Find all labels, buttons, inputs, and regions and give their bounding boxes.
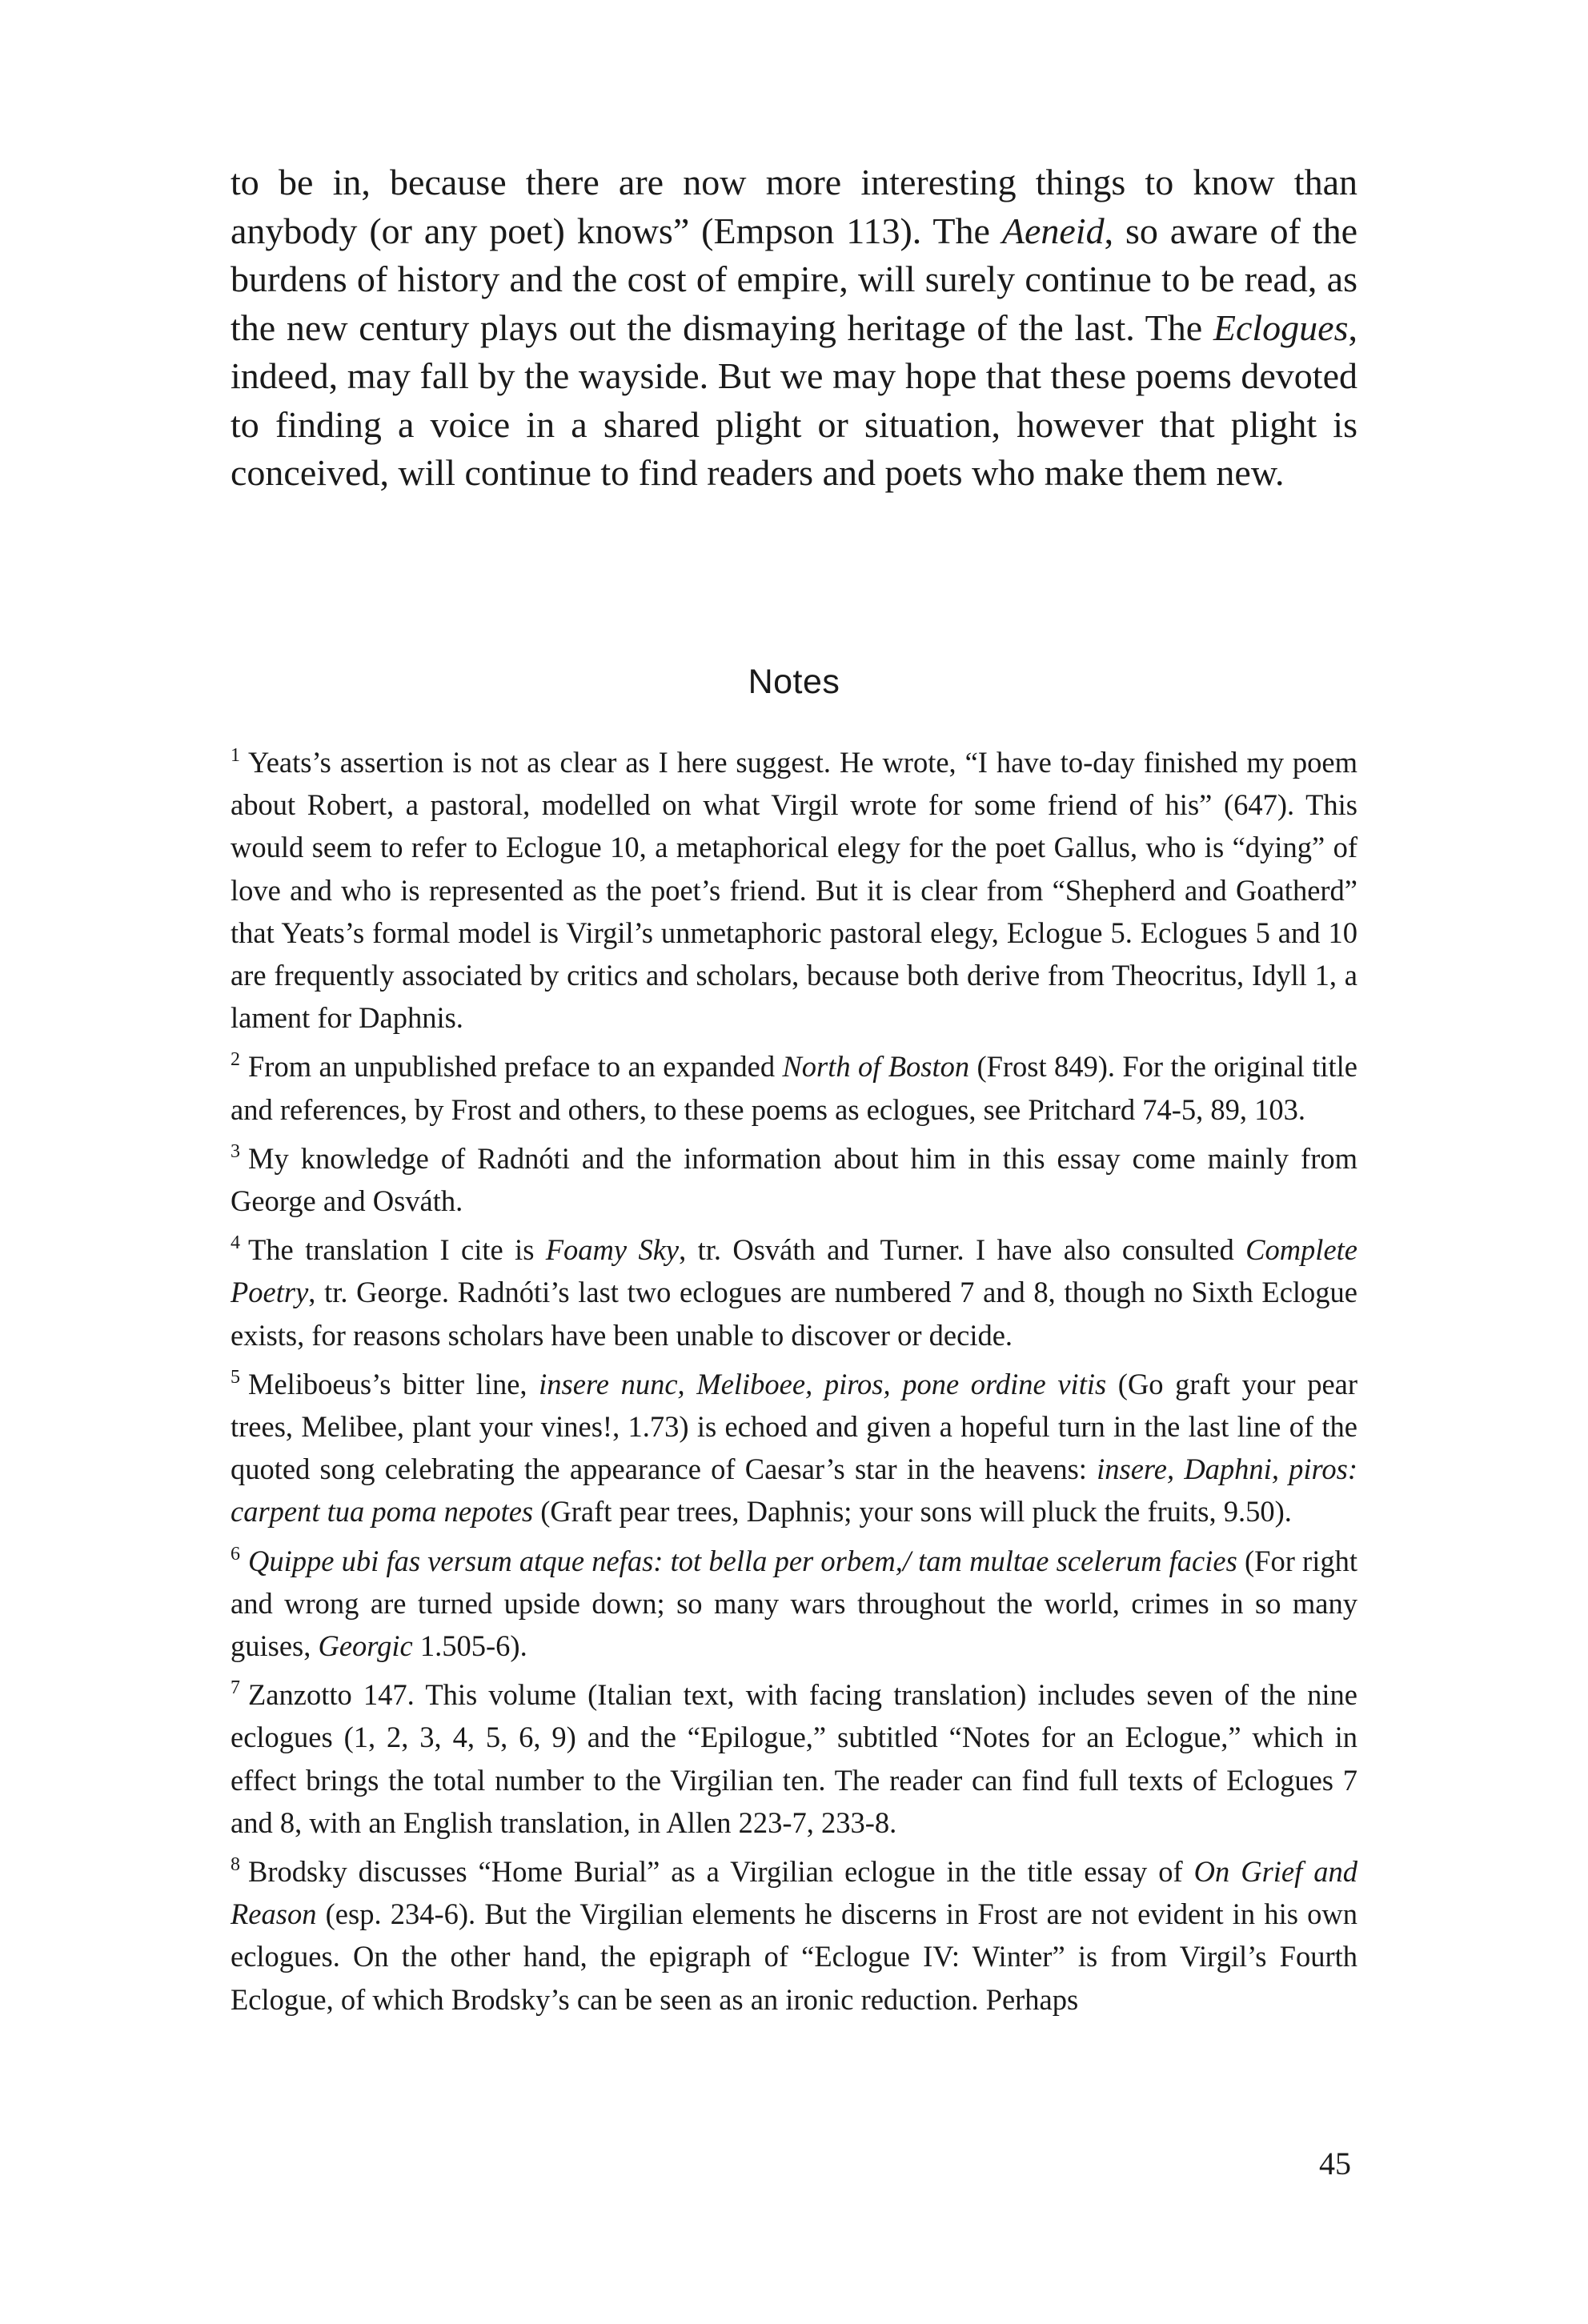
footnote-4 [231, 1222, 1357, 1356]
text-run: (esp. 234-6). But the Virgilian elements he discerns in Frost are not evident in his own eclogues. On the other hand, the epigraph of “Eclogue IV: Winter” is from Virgil’s Fourth Eclogue, of which Brodsky’s can be seen as an ironic reduction. Perhaps [231, 1897, 1357, 2016]
text-run: (For right and wrong are turned upside down; so many wars throughout the world, crimes in so many guises, [231, 1544, 1357, 1663]
text-run: Yeats’s assertion is not as clear as I here suggest. He wrote, “I have to-day finished my poem about Robert, a pastoral, modelled on what Virgil wrote for some friend of his” (647). This would seem to refer to Eclogue 10, a metaphorical elegy for the poet Gallus, who is “dying” of love and who is represented as the poet’s friend. But it is clear from “Shepherd and Goatherd” that Yeats’s formal model is Virgil’s unmetaphoric pastoral elegy, Eclogue 5. Eclogues 5 and 10 are frequently associated by critics and scholars, because both derive from Theocritus, Idyll 1, a lament for Daphnis. [231, 746, 1357, 1035]
footnote-number: 3 [231, 1140, 240, 1162]
footnote-2 [231, 1039, 1357, 1130]
text-run: to be in, because there are now more interesting things to know than anybody (or any poet) knows” (Empson 113). The [231, 162, 1357, 251]
footnote-number: 5 [231, 1366, 240, 1388]
italic-text: Aeneid [1001, 210, 1105, 251]
text-run: Meliboeus’s bitter line, [248, 1367, 539, 1400]
footnote-1 [231, 735, 1357, 1039]
italic-text: Foamy Sky [545, 1233, 680, 1267]
footnote-number: 1 [231, 745, 240, 766]
text-run: From an unpublished preface to an expanded [248, 1050, 783, 1084]
italic-text: Eclogues [1213, 307, 1349, 348]
notes-list [231, 735, 1357, 2021]
text-run: The translation I cite is [248, 1233, 546, 1267]
footnote-number: 2 [231, 1049, 240, 1071]
text-run: 1.505-6). [412, 1629, 527, 1663]
italic-text: Complete Poetry [231, 1233, 1357, 1309]
italic-text: On Grief and Reason [231, 1855, 1357, 1931]
italic-text: insere nunc, Meliboee, piros, pone ordine vitis [539, 1367, 1107, 1400]
text-run: Zanzotto 147. This volume (Italian text, with facing translation) includes seven of the nine eclogues (1, 2, 3, 4, 5, 6, 9) and the “Epilogue,” subtitled “Notes for an Eclogue,” which in effect brings the total number to the Virgilian ten. The reader can find full texts of Eclogues 7 and 8, with an English translation, in Allen 223-7, 233-8. [231, 1678, 1357, 1839]
body-paragraph [231, 158, 1357, 498]
text-run: (Go graft your pear trees, Melibee, plant your vines!, 1.73) is echoed and given a hopeful turn in the last line of the quoted song celebrating the appearance of Caesar’s star in the heavens: [231, 1367, 1357, 1486]
footnote-5 [231, 1356, 1357, 1533]
text-run: Brodsky discusses “Home Burial” as a Virgilian eclogue in the title essay of [248, 1855, 1194, 1889]
italic-text: Quippe ubi fas versum atque nefas: tot bella per orbem,/ tam multae scelerum facies [248, 1544, 1237, 1577]
text-run: (Graft pear trees, Daphnis; your sons will pluck the fruits, 9.50). [533, 1495, 1292, 1529]
text-run: , so aware of the burdens of history and the cost of empire, will surely continue to be read, as the new century plays out the dismaying heritage of the last. The [231, 210, 1357, 348]
footnote-number: 7 [231, 1677, 240, 1699]
italic-text: Georgic [318, 1629, 413, 1663]
footnote-3 [231, 1131, 1357, 1222]
footnote-7 [231, 1667, 1357, 1844]
text-run: (Frost 849). For the original title and references, by Frost and others, to these poems as eclogues, see Pritchard 74-5, 89, 103. [231, 1050, 1357, 1126]
text-run: , tr. George. Radnóti’s last two eclogues are numbered 7 and 8, though no Sixth Eclogue exists, for reasons scholars have been unable to discover or decide. [231, 1276, 1357, 1352]
footnote-number: 8 [231, 1854, 240, 1876]
text-run: , tr. Osváth and Turner. I have also consulted [679, 1233, 1246, 1267]
text-run: , indeed, may fall by the wayside. But we may hope that these poems devoted to finding a voice in a shared plight or situation, however that plight is conceived, will continue to find readers and poets who make them new. [231, 307, 1357, 493]
footnote-6 [231, 1533, 1357, 1668]
footnote-8 [231, 1844, 1357, 2021]
italic-text: insere, Daphni, piros: carpent tua poma nepotes [231, 1452, 1357, 1529]
italic-text: North of Boston [782, 1050, 970, 1084]
text-run: My knowledge of Radnóti and the information about him in this essay come mainly from George and Osváth. [231, 1141, 1357, 1218]
text-column [231, 158, 1357, 2016]
notes-heading: Notes [748, 663, 840, 701]
footnote-number: 4 [231, 1232, 240, 1254]
page-number: 45 [1319, 2146, 1351, 2182]
footnote-number: 6 [231, 1543, 240, 1565]
